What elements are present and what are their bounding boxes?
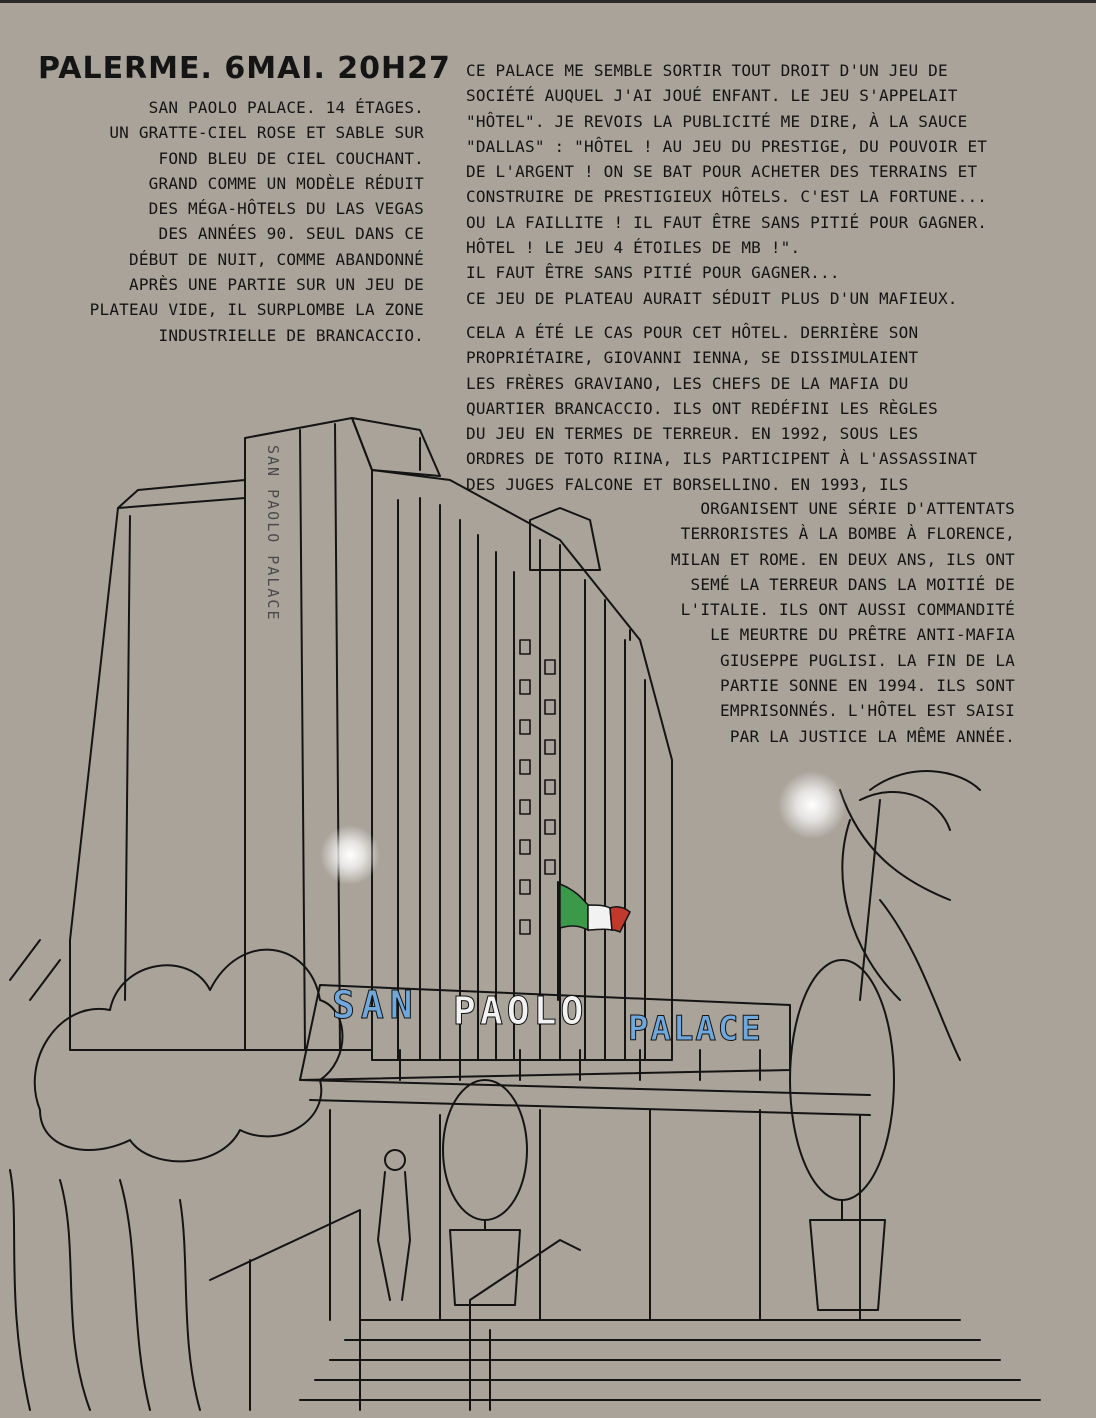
- caption-line: "HÔTEL". JE REVOIS LA PUBLICITÉ ME DIRE, À LA SAUCE: [466, 111, 968, 131]
- caption-line: MILAN ET ROME. EN DEUX ANS, ILS ONT: [670, 549, 1015, 569]
- caption-line: L'ITALIE. ILS ONT AUSSI COMMANDITÉ: [680, 600, 1015, 620]
- caption-line: PAR LA JUSTICE LA MÊME ANNÉE.: [729, 726, 1015, 746]
- left-vegetation: [10, 940, 343, 1410]
- sign-word-palace: PALACE: [628, 1009, 763, 1049]
- sign-word-san: SAN: [332, 983, 419, 1027]
- right-caption-middle: [466, 320, 1066, 497]
- lamp-glow-right: [778, 771, 846, 839]
- caption-line: DÉBUT DE NUIT, COMME ABANDONNÉ: [129, 249, 424, 269]
- left-tower: [70, 418, 440, 1050]
- caption-line: DES MÉGA-HÔTELS DU LAS VEGAS: [148, 199, 424, 219]
- caption-line: PARTIE SONNE EN 1994. ILS SONT: [720, 676, 1015, 696]
- caption-line: HÔTEL ! LE JEU 4 ÉTOILES DE MB !".: [466, 238, 801, 258]
- right-caption-top: [466, 58, 1066, 311]
- caption-line: "DALLAS" : "HÔTEL ! AU JEU DU PRESTIGE, DU POUVOIR ET: [466, 136, 988, 156]
- caption-line: OU LA FAILLITE ! IL FAUT ÊTRE SANS PITIÉ POUR GAGNER.: [466, 212, 988, 232]
- standing-figure: [378, 1150, 410, 1300]
- caption-line: PLATEAU VIDE, IL SURPLOMBE LA ZONE: [89, 300, 424, 320]
- caption-line: PROPRIÉTAIRE, GIOVANNI IENNA, SE DISSIMULAIENT: [466, 348, 919, 368]
- caption-line: CE JEU DE PLATEAU AURAIT SÉDUIT PLUS D'UN MAFIEUX.: [466, 288, 958, 308]
- hotel-sign: [332, 983, 763, 1049]
- caption-line: INDUSTRIELLE DE BRANCACCIO.: [158, 325, 424, 345]
- caption-line: SEMÉ LA TERREUR DANS LA MOITIÉ DE: [690, 574, 1015, 594]
- caption-line: ORDRES DE TOTO RIINA, ILS PARTICIPENT À L'ASSASSINAT: [466, 449, 978, 469]
- caption-line: CE PALACE ME SEMBLE SORTIR TOUT DROIT D'UN JEU DE: [466, 61, 948, 80]
- caption-line: DES ANNÉES 90. SEUL DANS CE: [158, 224, 424, 244]
- window-grid: [520, 640, 555, 934]
- caption-line: GRAND COMME UN MODÈLE RÉDUIT: [148, 173, 424, 193]
- sign-word-paolo: PAOLO: [453, 989, 588, 1033]
- caption-line: ORGANISENT UNE SÉRIE D'ATTENTATS: [700, 499, 1015, 518]
- caption-line: LES FRÈRES GRAVIANO, LES CHEFS DE LA MAFIA DU: [466, 373, 909, 393]
- caption-line: DU JEU EN TERMES DE TERREUR. EN 1992, SOUS LES: [466, 424, 919, 444]
- caption-line: IL FAUT ÊTRE SANS PITIÉ POUR GAGNER...: [466, 263, 840, 283]
- tower-lettering: SAN PAOLO PALACE: [264, 445, 282, 622]
- caption-line: SOCIÉTÉ AUQUEL J'AI JOUÉ ENFANT. LE JEU S'APPELAIT: [466, 86, 958, 106]
- caption-line: FOND BLEU DE CIEL COUCHANT.: [158, 148, 424, 168]
- front-stairs: [210, 1210, 1040, 1410]
- caption-line: CELA A ÉTÉ LE CAS POUR CET HÔTEL. DERRIÈRE SON: [466, 323, 919, 342]
- caption-line: UN GRATTE-CIEL ROSE ET SABLE SUR: [109, 123, 424, 143]
- caption-line: EMPRISONNÉS. L'HÔTEL EST SAISI: [720, 701, 1015, 721]
- page-title: PALERME. 6MAI. 20H27: [38, 51, 451, 86]
- planter-right: [790, 960, 894, 1310]
- lamp-glow-left: [320, 825, 380, 885]
- palm-tree: [840, 771, 980, 1060]
- caption-line: APRÈS UNE PARTIE SUR UN JEU DE: [129, 275, 424, 295]
- italian-flag: [560, 884, 630, 932]
- caption-line: TERRORISTES À LA BOMBE À FLORENCE,: [680, 524, 1015, 544]
- caption-line: GIUSEPPE PUGLISI. LA FIN DE LA: [720, 650, 1015, 670]
- right-caption-bottom: [560, 496, 1015, 749]
- caption-line: DES JUGES FALCONE ET BORSELLINO. EN 1993, ILS: [466, 474, 909, 494]
- caption-line: QUARTIER BRANCACCIO. ILS ONT REDÉFINI LES RÈGLES: [466, 398, 938, 418]
- caption-line: DE L'ARGENT ! ON SE BAT POUR ACHETER DES TERRAINS ET: [466, 162, 978, 182]
- caption-line: CONSTRUIRE DE PRESTIGIEUX HÔTELS. C'EST LA FORTUNE...: [466, 187, 988, 207]
- left-caption: [20, 95, 424, 348]
- caption-line: LE MEURTRE DU PRÊTRE ANTI-MAFIA: [710, 625, 1015, 645]
- caption-line: SAN PAOLO PALACE. 14 ÉTAGES.: [148, 98, 424, 117]
